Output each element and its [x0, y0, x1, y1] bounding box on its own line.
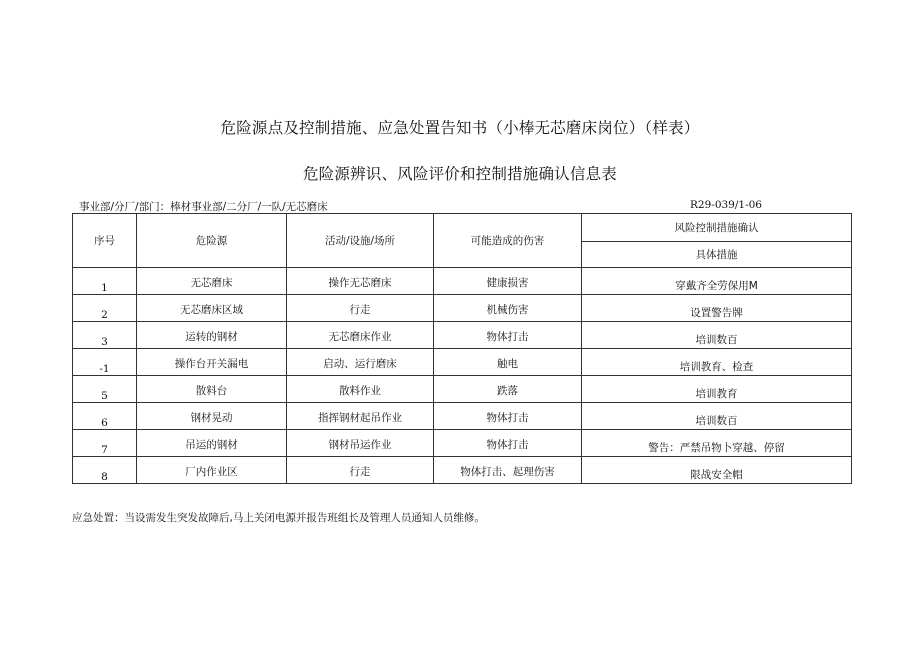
table-row: [73, 430, 852, 457]
header-control-group: 风险控制措施确认: [582, 214, 852, 242]
table-row: [73, 457, 852, 484]
cell-harm: 物体打击: [434, 403, 582, 430]
cell-seq: 3: [73, 322, 137, 349]
cell-hazard: 操作台开关漏电: [137, 349, 287, 376]
cell-harm: 物体打击: [434, 322, 582, 349]
cell-measure: 限战安全帽: [582, 457, 852, 484]
cell-activity: 行走: [287, 457, 434, 484]
header-activity: 活动/设施/场所: [287, 214, 434, 268]
document-title: 危险源点及控制措施、应急处置告知书（小棒无芯磨床岗位）（样表）: [220, 119, 700, 137]
cell-measure: 培训数百: [582, 403, 852, 430]
cell-hazard: 无芯磨床区域: [137, 295, 287, 322]
cell-activity: 散料作业: [287, 376, 434, 403]
cell-seq: 8: [73, 457, 137, 484]
hazard-table: [72, 213, 852, 484]
cell-harm: 物体打击: [434, 430, 582, 457]
table-row: [73, 349, 852, 376]
header-hazard: 危险源: [137, 214, 287, 268]
cell-activity: 指挥钢材起吊作业: [287, 403, 434, 430]
cell-harm: 健康损害: [434, 268, 582, 295]
cell-seq: 5: [73, 376, 137, 403]
cell-seq: -1: [73, 349, 137, 376]
cell-activity: 启动、运行磨床: [287, 349, 434, 376]
cell-harm: 触电: [434, 349, 582, 376]
cell-activity: 无芯磨床作业: [287, 322, 434, 349]
table-title: 危险源辨识、风险评价和控制措施确认信息表: [302, 165, 617, 183]
header-measures: 具体措施: [582, 242, 852, 268]
cell-hazard: 散料台: [137, 376, 287, 403]
cell-measure: 穿戴齐全劳保用M: [582, 268, 852, 295]
table-row: [73, 403, 852, 430]
cell-seq: 7: [73, 430, 137, 457]
header-seq: 序号: [73, 214, 137, 268]
document-code: R29-039/1-06: [690, 199, 762, 211]
table-row: [73, 268, 852, 295]
cell-hazard: 运转的钢材: [137, 322, 287, 349]
cell-measure: 设置警告牌: [582, 295, 852, 322]
table-row: [73, 295, 852, 322]
cell-harm: 物体打击、起理伤害: [434, 457, 582, 484]
cell-harm: 跌落: [434, 376, 582, 403]
cell-activity: 操作无芯磨床: [287, 268, 434, 295]
cell-seq: 2: [73, 295, 137, 322]
cell-activity: 行走: [287, 295, 434, 322]
cell-seq: 1: [73, 268, 137, 295]
cell-hazard: 吊运的钢材: [137, 430, 287, 457]
table-row: [73, 322, 852, 349]
cell-measure: 警告：严禁吊物卜穿越、停留: [582, 430, 852, 457]
cell-measure: 培训数百: [582, 322, 852, 349]
cell-hazard: 厂内作业区: [137, 457, 287, 484]
emergency-note: 应急处置：当设需发生突发故障后,马上关闭电源并报告班组长及管理人员通知人员维修。: [72, 512, 485, 524]
table-row: [73, 376, 852, 403]
department-line: 事业部/分厂/部门：棒材事业部/二分厂/一队/无芯磨床: [79, 201, 328, 213]
cell-seq: 6: [73, 403, 137, 430]
cell-harm: 机械伤害: [434, 295, 582, 322]
cell-measure: 培训教育: [582, 376, 852, 403]
cell-measure: 培训教育、检查: [582, 349, 852, 376]
cell-hazard: 钢材晃动: [137, 403, 287, 430]
cell-hazard: 无芯磨床: [137, 268, 287, 295]
cell-activity: 钢材吊运作业: [287, 430, 434, 457]
header-harm: 可能造成的伤害: [434, 214, 582, 268]
